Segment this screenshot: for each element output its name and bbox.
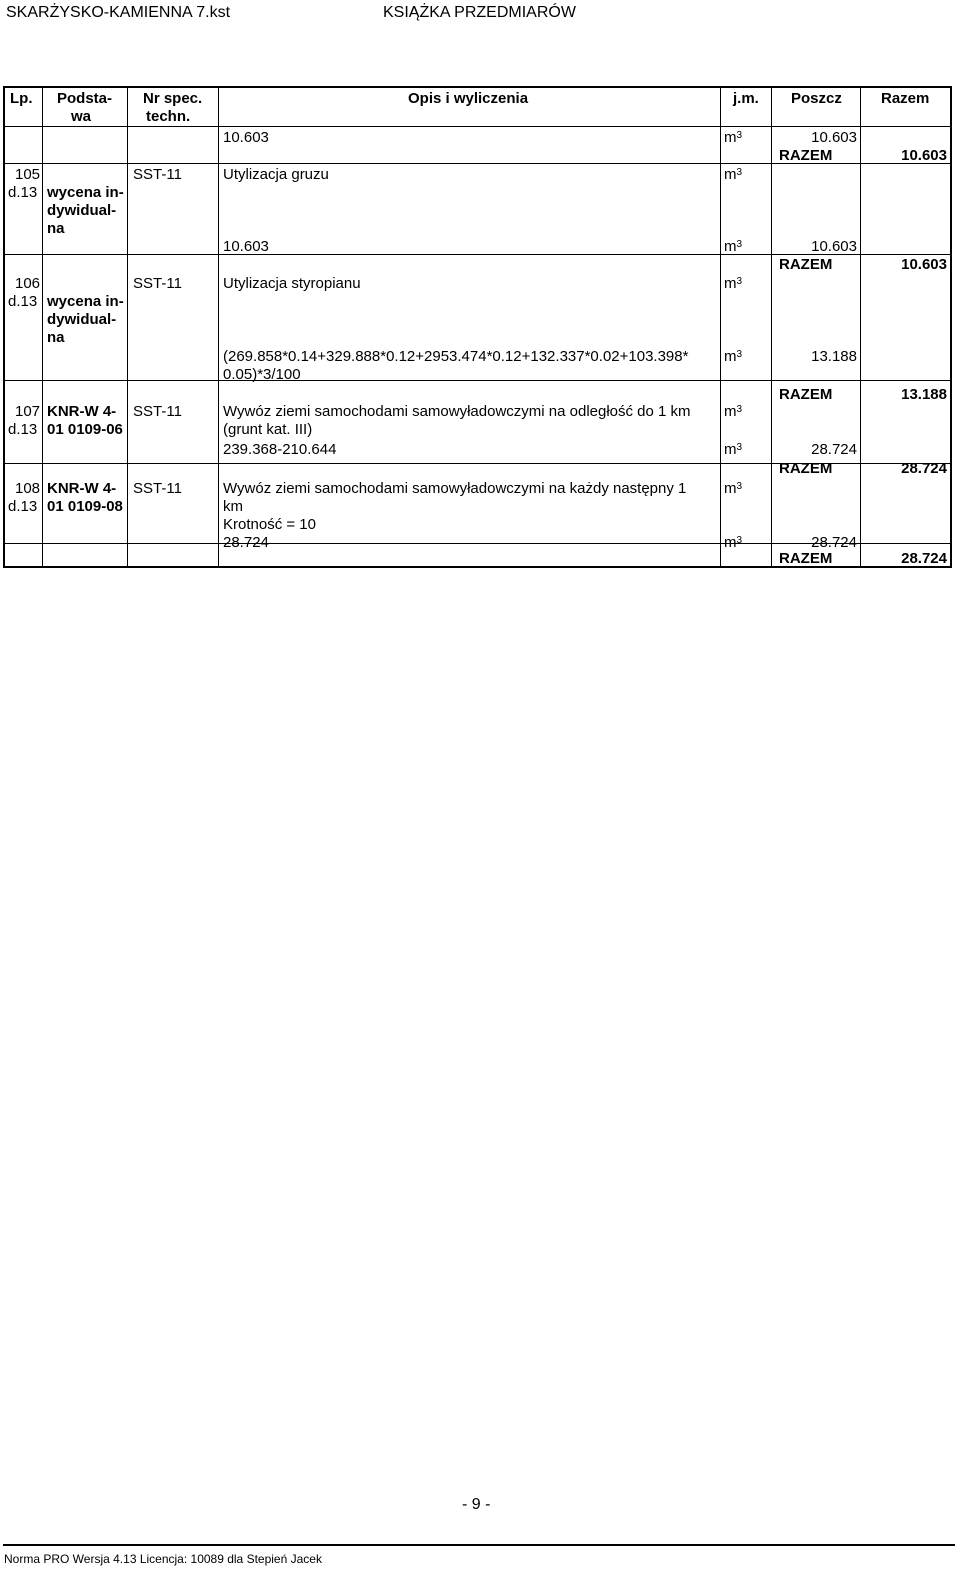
col-nr-spec-2: techn. [146, 108, 191, 125]
item-calc-unit: $m^3$ [724, 238, 743, 255]
razem-value: 10.603 [901, 147, 947, 164]
item-unit: $m^3$ [724, 275, 743, 292]
footer-divider [3, 1544, 955, 1546]
carry-poszcz: 10.603 [811, 129, 857, 146]
col-podstawa-2: wa [71, 108, 92, 125]
col-poszcz: Poszcz [791, 90, 842, 107]
przedmiar-table [3, 86, 952, 568]
item-poszcz: 28.724 [811, 441, 857, 458]
razem-value: 13.188 [901, 386, 947, 403]
item-spec: SST-11 [133, 480, 182, 497]
item-lp-chapter: d.13 [8, 421, 38, 438]
item-podstawa-2: 01 0109-08 [47, 498, 123, 515]
item-poszcz: 13.188 [811, 348, 857, 365]
software-license-note: Norma PRO Wersja 4.13 Licencja: 10089 dla Stepień Jacek [4, 1552, 322, 1566]
item-spec: SST-11 [133, 166, 182, 183]
item-calc-2: 0.05)*3/100 [223, 366, 301, 383]
item-description: Wywóz ziemi samochodami samowyładowczymi na każdy następny 1 [223, 480, 687, 497]
item-unit: $m^3$ [724, 166, 743, 183]
document-title: KSIĄŻKA PRZEDMIARÓW [383, 4, 576, 21]
item-unit: $m^3$ [724, 480, 743, 497]
carry-calc: 10.603 [223, 129, 269, 146]
razem-label: RAZEM [779, 386, 833, 403]
item-lp-chapter: d.13 [8, 293, 38, 310]
item-unit: $m^3$ [724, 403, 743, 420]
item-multiplier: Krotność = 10 [223, 516, 316, 533]
col-podstawa: Podsta- [57, 90, 113, 107]
razem-label: RAZEM [779, 256, 833, 273]
item-podstawa-2: dywidual- [47, 311, 117, 328]
razem-label: RAZEM [779, 147, 833, 164]
item-podstawa-3: na [47, 220, 65, 237]
item-lp-chapter: d.13 [8, 498, 38, 515]
item-lp: 107 [15, 403, 41, 420]
item-calc-unit: $m^3$ [724, 534, 743, 551]
item-podstawa: wycena in- [47, 184, 124, 201]
item-podstawa-3: na [47, 329, 65, 346]
item-poszcz: 28.724 [811, 534, 857, 551]
document-file-name: SKARŻYSKO-KAMIENNA 7.kst [6, 4, 231, 21]
razem-value: 28.724 [901, 550, 947, 567]
item-description: Utylizacja gruzu [223, 166, 329, 183]
carry-unit: $m^3$ [724, 129, 743, 146]
item-lp: 106 [15, 275, 41, 292]
razem-value: 28.724 [901, 460, 947, 477]
item-description-2: (grunt kat. III) [223, 421, 313, 438]
page-number: - 9 - [462, 1496, 491, 1513]
col-nr-spec: Nr spec. [143, 90, 203, 107]
item-podstawa-2: 01 0109-06 [47, 421, 123, 438]
item-description: Utylizacja styropianu [223, 275, 361, 292]
item-podstawa-2: dywidual- [47, 202, 117, 219]
item-podstawa: KNR-W 4- [47, 480, 117, 497]
item-calc: 239.368-210.644 [223, 441, 337, 458]
col-opis: Opis i wyliczenia [408, 90, 529, 107]
razem-label: RAZEM [779, 460, 833, 477]
item-podstawa: wycena in- [47, 293, 124, 310]
item-lp: 105 [15, 166, 41, 183]
col-razem: Razem [881, 90, 930, 107]
item-calc: (269.858*0.14+329.888*0.12+2953.474*0.12+132.337*0.02+103.398* [223, 348, 689, 365]
item-podstawa: KNR-W 4- [47, 403, 117, 420]
item-lp: 108 [15, 480, 41, 497]
item-calc: 28.724 [223, 534, 269, 551]
item-description: Wywóz ziemi samochodami samowyładowczymi na odległość do 1 km [223, 403, 691, 420]
item-calc-unit: $m^3$ [724, 441, 743, 458]
item-poszcz: 10.603 [811, 238, 857, 255]
razem-value: 10.603 [901, 256, 947, 273]
item-lp-chapter: d.13 [8, 184, 38, 201]
item-calc: 10.603 [223, 238, 269, 255]
col-jm: j.m. [733, 90, 759, 107]
item-spec: SST-11 [133, 275, 182, 292]
item-calc-unit: $m^3$ [724, 348, 743, 365]
col-lp: Lp. [10, 90, 33, 107]
razem-label: RAZEM [779, 550, 833, 567]
item-spec: SST-11 [133, 403, 182, 420]
item-description-2: km [223, 498, 243, 515]
